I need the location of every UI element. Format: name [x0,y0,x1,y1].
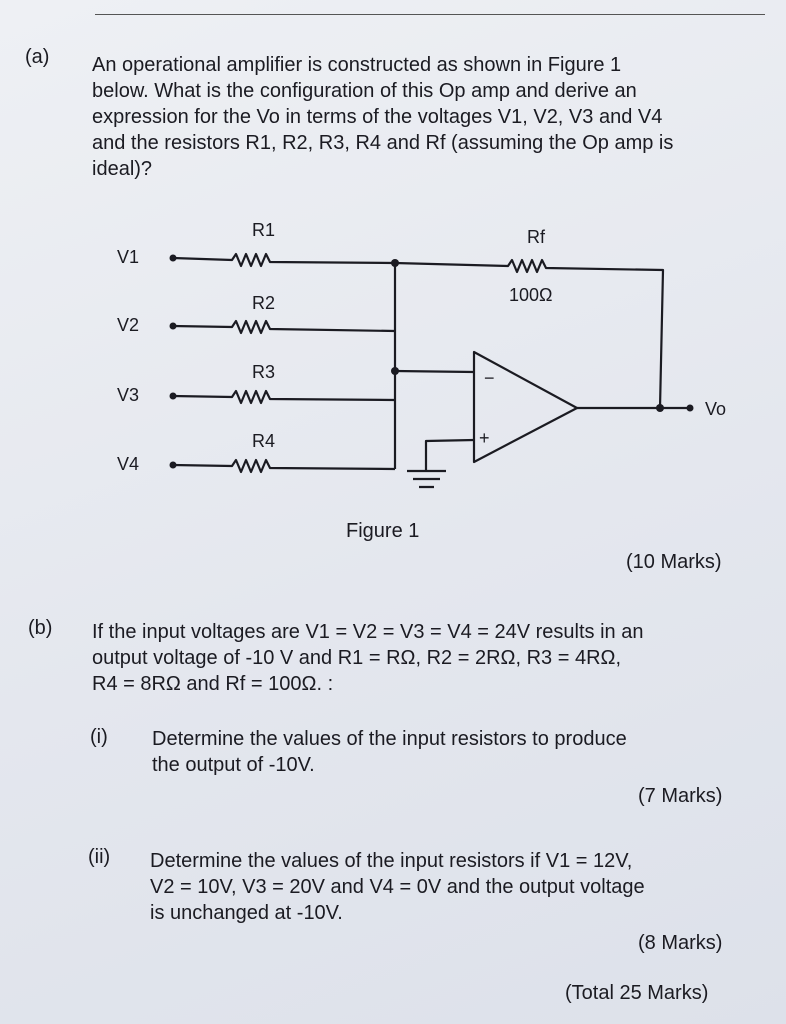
vo-terminal [687,405,694,412]
non-inverting-wire [426,440,474,470]
r4-label: R4 [252,431,276,451]
part-b-question [92,619,643,697]
part-b-ii-marks: (8 Marks) [638,932,723,954]
part-b-line-1: If the input voltages are V1 = V2 = V3 = V4 = 24V results in an [92,621,644,643]
v1-terminal [170,255,177,262]
part-a-line-4: and the resistors R1, R2, R3, R4 and Rf (assuming the Op amp is [92,132,674,154]
junction-node-top [391,259,399,267]
part-a-line-2: below. What is the configuration of this Op amp and derive an [92,80,637,102]
v2-terminal [170,323,177,330]
v3-terminal [170,393,177,400]
part-b-i-marks: (7 Marks) [638,785,723,807]
v2-label: V2 [117,315,140,335]
part-b-i-label: (i) [90,726,108,748]
inverting-input-wire [395,371,474,372]
part-b-i-line-2: the output of -10V. [152,754,315,776]
part-b-ii-label: (ii) [88,846,111,868]
rf-label: Rf [527,227,545,247]
figure-caption: Figure 1 [346,520,420,542]
ground-symbol [407,471,446,487]
r2-label: R2 [252,293,276,313]
part-b-line-2: output voltage of -10 V and R1 = RΩ, R2 = 2RΩ, R3 = 4RΩ, [92,647,622,669]
v3-label: V3 [117,385,140,405]
part-b-ii-line-3: is unchanged at -10V. [150,902,343,924]
r1-label: R1 [252,220,276,240]
vo-label: Vo [705,399,727,419]
minus-sign: − [484,368,495,388]
rf-resistor [395,260,663,408]
r4-resistor [173,460,395,472]
part-a-line-1: An operational amplifier is constructed as shown in Figure 1 [92,54,622,76]
part-a-line-5: ideal)? [92,158,153,180]
part-a-line-3: expression for the Vo in terms of the voltages V1, V2, V3 and V4 [92,106,663,128]
part-a-label: (a) [25,46,50,68]
v1-label: V1 [117,247,140,267]
v4-label: V4 [117,454,140,474]
junction-node-output [656,404,664,412]
part-b-label: (b) [28,617,53,639]
plus-sign: + [479,428,490,448]
rf-value-label: 100Ω [509,285,553,305]
part-b-i-line-1: Determine the values of the input resistors to produce [152,728,627,750]
v4-terminal [170,462,177,469]
r3-label: R3 [252,362,276,382]
r1-resistor [173,254,395,266]
part-b-i-question [152,726,627,778]
part-b-line-3: R4 = 8RΩ and Rf = 100Ω. : [92,673,334,695]
part-b-ii-line-1: Determine the values of the input resistors if V1 = 12V, [150,850,633,872]
part-a-marks: (10 Marks) [626,551,722,573]
r3-resistor [173,391,395,403]
r2-resistor [173,321,395,333]
junction-node-inverting [391,367,399,375]
part-b-ii-line-2: V2 = 10V, V3 = 20V and V4 = 0V and the output voltage [150,876,645,898]
total-marks: (Total 25 Marks) [565,982,709,1004]
part-b-ii-question [150,848,645,926]
